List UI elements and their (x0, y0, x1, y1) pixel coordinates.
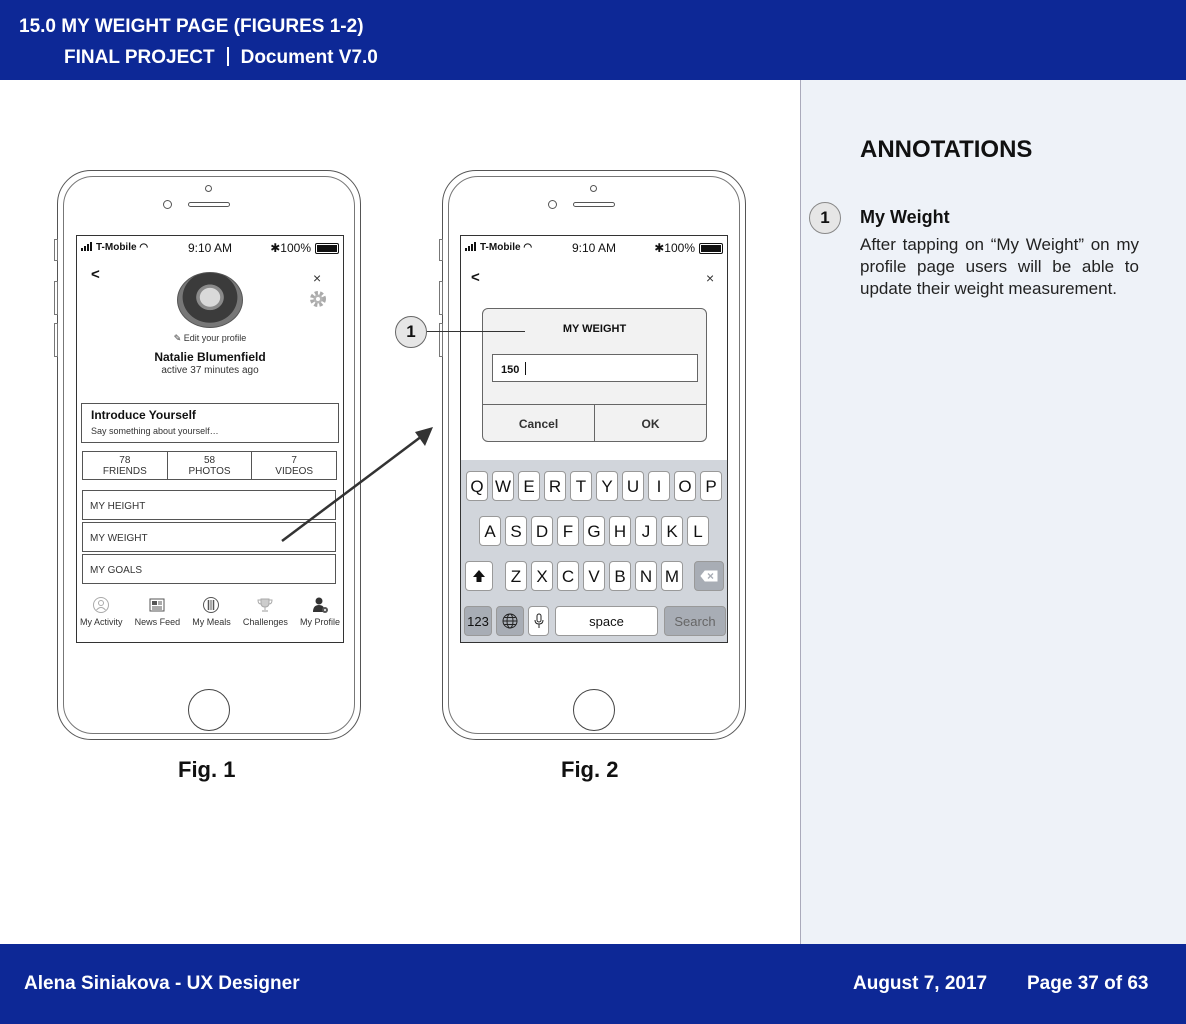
bluetooth-icon: ✱ (270, 241, 281, 255)
key-b[interactable]: B (609, 561, 631, 591)
keyboard-row-4 (461, 606, 727, 636)
annotations-panel (800, 80, 1186, 944)
key-j[interactable]: J (635, 516, 657, 546)
key-x[interactable]: X (531, 561, 553, 591)
profile-name: Natalie Blumenfield (154, 350, 266, 364)
delete-key[interactable] (694, 561, 724, 591)
microphone-icon (534, 613, 544, 629)
phone-fig2 (442, 170, 746, 740)
key-k[interactable]: K (661, 516, 683, 546)
trophy-icon (256, 596, 274, 614)
shift-icon (472, 569, 486, 583)
status-bar (77, 236, 343, 258)
key-m[interactable]: M (661, 561, 683, 591)
tab-label: News Feed (134, 617, 181, 627)
letter-keys (503, 561, 685, 591)
carrier-label: T-Mobile (96, 242, 137, 253)
close-button[interactable]: × (706, 270, 715, 286)
key-e[interactable]: E (518, 471, 540, 501)
stat-label: VIDEOS (275, 466, 314, 477)
bluetooth-icon: ✱ (654, 241, 665, 255)
page-footer (0, 944, 1186, 1024)
keyboard-row-2 (461, 516, 727, 546)
screen-my-weight (460, 235, 728, 643)
key-f[interactable]: F (557, 516, 579, 546)
annotation-heading: My Weight (860, 207, 950, 227)
annotation-number: 1 (809, 202, 841, 234)
tab-label: My Activity (80, 617, 123, 627)
edit-profile-label: Edit your profile (183, 333, 247, 343)
key-v[interactable]: V (583, 561, 605, 591)
volume-down (54, 323, 58, 357)
close-button[interactable]: × (313, 270, 322, 286)
gear-icon[interactable] (309, 290, 327, 308)
figure-1-caption: Fig. 1 (178, 757, 236, 782)
footer-date: August 7, 2017 (853, 973, 988, 994)
intro-title: Introduce Yourself (91, 408, 196, 422)
volume-down (439, 323, 443, 357)
project-name: FINAL PROJECT (64, 47, 215, 68)
project-line (64, 47, 378, 69)
annotations-title: ANNOTATIONS (860, 136, 1033, 163)
proximity-sensor (205, 185, 212, 192)
volume-up (439, 281, 443, 315)
intro-placeholder: Say something about yourself… (91, 426, 219, 436)
key-p[interactable]: P (700, 471, 722, 501)
front-camera (163, 200, 172, 209)
key-a[interactable]: A (479, 516, 501, 546)
back-button[interactable]: < (471, 269, 480, 286)
flow-arrow (270, 420, 440, 550)
front-camera (548, 200, 557, 209)
stat-label: FRIENDS (102, 466, 147, 477)
callout-marker-1: 1 (395, 316, 427, 348)
battery-icon (315, 243, 339, 254)
battery-percent: 100% (280, 241, 311, 255)
carrier-label: T-Mobile (480, 242, 521, 253)
earpiece-speaker (188, 202, 230, 207)
meals-icon (202, 596, 220, 614)
key-g[interactable]: G (583, 516, 605, 546)
edit-profile-link[interactable] (77, 333, 343, 344)
key-l[interactable]: L (687, 516, 709, 546)
tab-my-activity[interactable] (80, 596, 123, 636)
page-header (0, 0, 1186, 80)
ok-button[interactable]: OK (641, 417, 660, 431)
key-z[interactable]: Z (505, 561, 527, 591)
tab-bar (77, 596, 343, 636)
tab-label: Challenges (242, 617, 288, 627)
stat-photos[interactable] (168, 452, 253, 479)
keyboard-row-3 (461, 561, 727, 591)
stat-count: 7 (291, 455, 297, 466)
weight-value: 150 (501, 364, 520, 376)
activity-icon (92, 596, 110, 614)
key-c[interactable]: C (557, 561, 579, 591)
backspace-icon (700, 570, 718, 582)
clock: 9:10 AM (187, 241, 233, 255)
text-cursor (525, 362, 526, 375)
key-h[interactable]: H (609, 516, 631, 546)
key-o[interactable]: O (674, 471, 696, 501)
callout-leader-line (427, 331, 525, 332)
tab-news-feed[interactable] (135, 596, 181, 636)
battery-percent: 100% (664, 241, 695, 255)
key-q[interactable]: Q (466, 471, 488, 501)
earpiece-speaker (573, 202, 615, 207)
page-title: 15.0 MY WEIGHT PAGE (FIGURES 1-2) (19, 16, 364, 37)
dialog-buttons (483, 404, 706, 442)
key-n[interactable]: N (635, 561, 657, 591)
mute-switch (439, 239, 443, 261)
edit-icon: ✎ (173, 333, 184, 343)
battery-icon (699, 243, 723, 254)
tab-my-profile[interactable] (300, 596, 340, 636)
stat-label: PHOTOS (188, 466, 231, 477)
tab-my-meals[interactable] (192, 596, 231, 636)
clock: 9:10 AM (571, 241, 617, 255)
figure-2-caption: Fig. 2 (561, 757, 619, 782)
tab-challenges[interactable] (243, 596, 288, 636)
weight-input[interactable] (492, 354, 698, 382)
key-r[interactable]: R (544, 471, 566, 501)
stat-friends[interactable] (83, 452, 168, 479)
battery-label (654, 241, 695, 255)
tab-label: My Profile (299, 617, 340, 627)
profile-icon (311, 596, 329, 614)
back-button[interactable]: < (91, 266, 100, 283)
stat-count: 58 (203, 455, 216, 466)
dialog-title: MY WEIGHT (562, 323, 627, 335)
proximity-sensor (590, 185, 597, 192)
tab-label: My Meals (192, 617, 231, 627)
home-button (573, 689, 615, 731)
key-y[interactable]: Y (596, 471, 618, 501)
key-s[interactable]: S (505, 516, 527, 546)
news-icon (148, 596, 166, 614)
footer-author: Alena Siniakova - UX Designer (24, 973, 300, 994)
microphone-key[interactable] (528, 606, 549, 636)
key-t[interactable]: T (570, 471, 592, 501)
key-w[interactable]: W (492, 471, 514, 501)
document-version: Document V7.0 (240, 47, 378, 68)
status-bar (461, 236, 727, 258)
globe-icon (502, 613, 518, 629)
my-weight-row[interactable]: MY WEIGHT (82, 522, 336, 552)
search-key[interactable]: Search (664, 606, 726, 636)
my-goals-row[interactable]: MY GOALS (82, 554, 336, 584)
avatar[interactable] (177, 272, 243, 328)
wifi-icon: ◠ (139, 242, 149, 253)
volume-up (54, 281, 58, 315)
key-i[interactable]: I (648, 471, 670, 501)
key-d[interactable]: D (531, 516, 553, 546)
keyboard-row-1 (461, 471, 727, 501)
keyboard (461, 460, 727, 642)
space-key[interactable]: space (555, 606, 658, 636)
mute-switch (54, 239, 58, 261)
my-height-row[interactable]: MY HEIGHT (82, 490, 336, 520)
home-button (188, 689, 230, 731)
globe-key[interactable] (496, 606, 524, 636)
stat-count: 78 (119, 455, 131, 466)
footer-page-number: Page 37 of 63 (1027, 973, 1149, 994)
last-active: active 37 minutes ago (161, 365, 259, 376)
battery-label (270, 241, 311, 255)
numbers-key[interactable]: 123 (464, 606, 492, 636)
key-u[interactable]: U (622, 471, 644, 501)
wifi-icon: ◠ (523, 242, 533, 253)
shift-key[interactable] (465, 561, 493, 591)
my-weight-dialog (482, 308, 707, 442)
header-divider (227, 47, 229, 66)
annotation-text: After tapping on “My Weight” on my profile page users will be able to update their weight measurement. (860, 235, 1139, 298)
cancel-button[interactable]: Cancel (483, 405, 595, 442)
